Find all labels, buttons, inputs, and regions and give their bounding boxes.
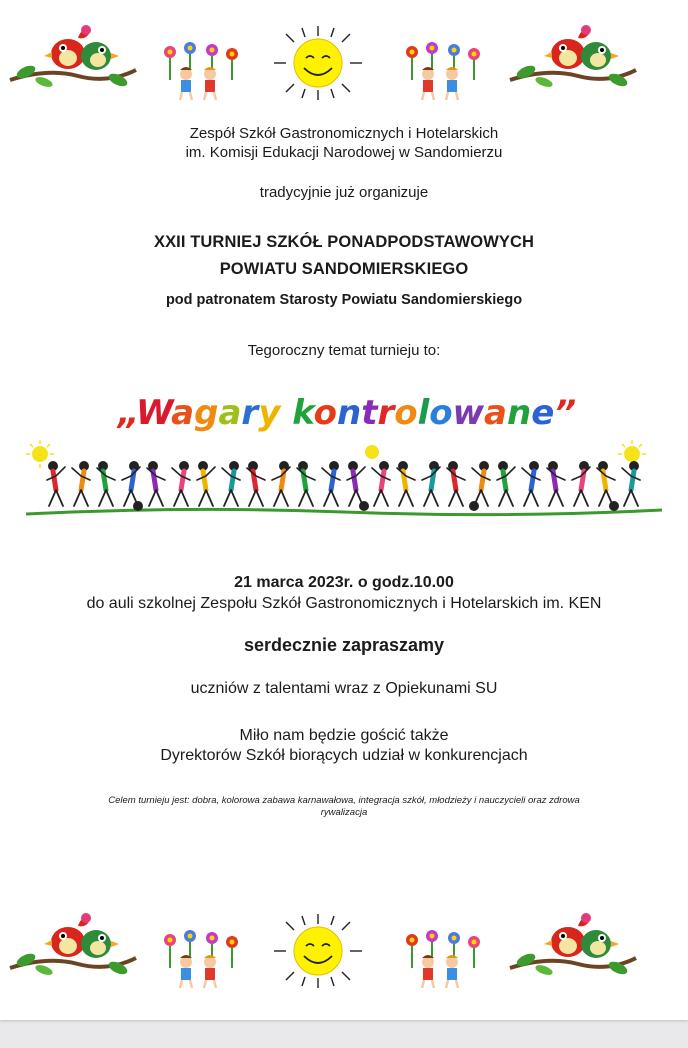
dancing-child-figure	[422, 461, 440, 506]
children-with-flowers-icon	[160, 40, 244, 102]
theme-title-letter: W	[135, 393, 172, 433]
dancing-child-figure	[372, 461, 390, 506]
top-decoration-row	[0, 10, 688, 110]
children-with-flowers-icon	[402, 40, 486, 102]
invitation-audience: uczniów z talentami wraz z Opiekunami SU	[190, 680, 498, 697]
dancing-child-figure	[572, 461, 590, 506]
theme-title-letter: w	[452, 393, 485, 433]
ball-icon	[359, 501, 369, 511]
bottom-decoration-row	[0, 898, 688, 998]
invitation-also-line2: Dyrektorów Szkół biorących udział w konkurencjach	[160, 747, 528, 764]
dancing-child-figure	[472, 461, 490, 506]
birds-on-branch-icon	[8, 906, 138, 982]
theme-title-letter: l	[417, 393, 430, 433]
dancing-child-figure	[622, 461, 640, 506]
theme-title-letter: t	[361, 393, 378, 433]
birds-on-branch-icon	[508, 906, 638, 982]
children-with-flowers-icon	[160, 928, 244, 990]
invitation-headline: serdecznie zapraszamy	[243, 635, 445, 655]
dancing-child-figure	[272, 461, 290, 506]
theme-title-letter: a	[218, 393, 242, 433]
dancing-child-figure	[47, 461, 65, 506]
organizer-name-line1: Zespół Szkół Gastronomicznych i Hotelarskich	[189, 125, 499, 142]
dancing-child-figure	[597, 461, 615, 506]
dancing-child-figure	[97, 461, 115, 506]
dancing-child-figure	[122, 461, 140, 506]
patronage-text: pod patronatem Starosty Powiatu Sandomierskiego	[165, 292, 523, 308]
event-datetime: 21 marca 2023r. o godz.10.00	[234, 574, 454, 591]
event-title-line2: POWIATU SANDOMIERSKIEGO	[219, 260, 469, 278]
theme-title-letter: n	[336, 393, 362, 433]
ball-icon	[609, 501, 619, 511]
theme-title-letter: y	[258, 393, 281, 433]
dancing-child-figure	[397, 461, 415, 506]
theme-title-letter: o	[394, 393, 418, 433]
dancing-child-figure	[522, 461, 540, 506]
ball-icon	[133, 501, 143, 511]
dancing-child-figure	[72, 461, 90, 506]
dancing-child-figure	[172, 461, 190, 506]
theme-title-letter: o	[313, 393, 337, 433]
theme-title-letter	[280, 393, 292, 433]
dancing-child-figure	[147, 461, 165, 506]
dancing-child-figure	[447, 461, 465, 506]
dancing-child-figure	[197, 461, 215, 506]
theme-title-letter: n	[507, 393, 532, 433]
theme-title-letter: ”	[554, 393, 577, 433]
theme-title-letter: a	[171, 393, 195, 433]
organizer-name-line2: im. Komisji Edukacji Narodowej w Sandomierzu	[185, 144, 503, 161]
birds-on-branch-icon	[508, 18, 638, 94]
theme-title-letter: o	[429, 393, 453, 433]
smiling-sun-icon	[268, 912, 368, 990]
dancing-child-figure	[547, 461, 565, 506]
theme-title-letter: „	[117, 393, 136, 433]
intro-text: tradycyjnie już organizuje	[259, 184, 429, 201]
theme-intro: Tegoroczny temat turnieju to:	[247, 342, 441, 359]
theme-title-letter: r	[241, 393, 259, 433]
dancing-child-figure	[247, 461, 265, 506]
dancing-child-figure	[497, 461, 515, 506]
children-with-flowers-icon	[402, 928, 486, 990]
dancing-children-icon	[26, 440, 662, 520]
dancing-child-figure	[222, 461, 240, 506]
theme-title	[112, 386, 582, 438]
invitation-also-line1: Miło nam będzie gościć także	[239, 727, 449, 744]
theme-title-letter: e	[531, 393, 555, 433]
sun-small-icon	[365, 445, 379, 459]
theme-title-text	[116, 393, 576, 433]
goal-line1: Celem turnieju jest: dobra, kolorowa zabawa karnawałowa, integracja szkół, młodzieży i nauczycieli oraz zdrowa	[108, 795, 580, 806]
theme-title-letter: a	[484, 393, 508, 433]
ball-icon	[469, 501, 479, 511]
theme-title-letter: g	[194, 393, 219, 433]
event-title-line1: XXII TURNIEJ SZKÓŁ PONADPODSTAWOWYCH	[153, 233, 535, 251]
dancing-child-figure	[297, 461, 315, 506]
birds-on-branch-icon	[8, 18, 138, 94]
smiling-sun-icon	[268, 24, 368, 102]
dancing-child-figure	[322, 461, 340, 506]
theme-title-letter: k	[292, 393, 314, 433]
goal-line2: rywalizacja	[320, 807, 368, 818]
theme-title-letter: r	[377, 393, 395, 433]
event-venue: do auli szkolnej Zespołu Szkół Gastronomicznych i Hotelarskich im. KEN	[86, 595, 602, 612]
dancing-child-figure	[347, 461, 365, 506]
